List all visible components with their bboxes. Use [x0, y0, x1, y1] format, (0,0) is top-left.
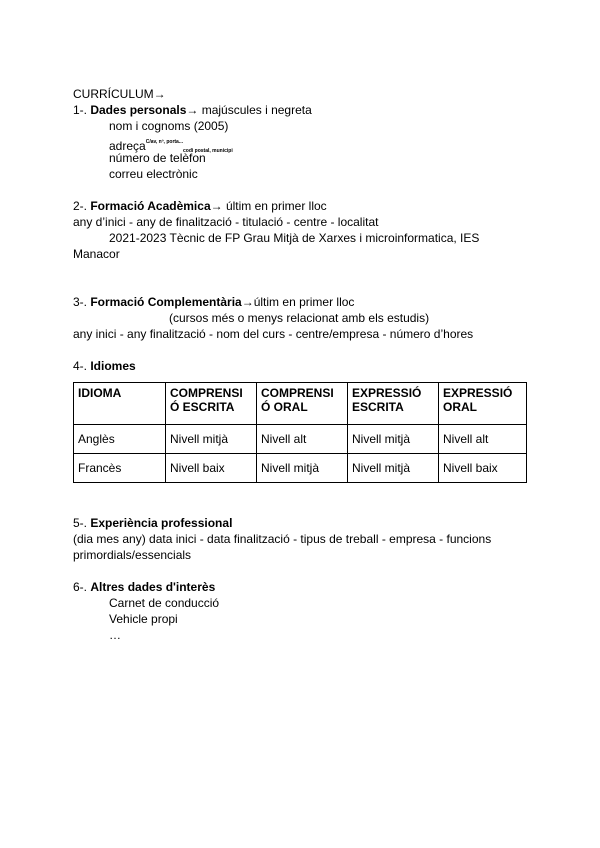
- section-note: → últim en primer lloc: [210, 199, 327, 213]
- section-2-heading: [73, 198, 533, 214]
- section-subnote: (cursos més o menys relacionat amb els estudis): [169, 311, 430, 325]
- section-number: 5-.: [73, 516, 91, 530]
- section-title: Dades personals: [90, 103, 187, 117]
- format-line: any inici - any finalització - nom del curs - centre/empresa - número d’hores: [73, 327, 474, 341]
- section-note: → majúscules i negreta: [186, 103, 312, 117]
- section-6-heading: [73, 579, 533, 595]
- table-row: [74, 454, 527, 483]
- table-cell: Nivell alt: [257, 425, 348, 454]
- table-cell: Nivell alt: [439, 425, 527, 454]
- table-cell: Nivell mitjà: [348, 425, 439, 454]
- list-item: número de telèfon: [109, 151, 206, 165]
- list-item: …: [109, 628, 121, 642]
- list-item: Vehicle propi: [109, 612, 178, 626]
- table-cell: Francès: [74, 454, 166, 483]
- section-5-heading: [73, 515, 533, 531]
- table-cell: Nivell baix: [166, 454, 257, 483]
- table-row: [74, 425, 527, 454]
- section-number: 3-.: [73, 295, 91, 309]
- academic-entry: 2021-2023 Tècnic de FP Grau Mitjà de Xarxes i microinformatica, IES: [109, 231, 480, 245]
- format-line: (dia mes any) data inici - data finalització - tipus de treball - empresa - funcions: [73, 532, 492, 546]
- table-cell: Anglès: [74, 425, 166, 454]
- list-item-adreca: [73, 134, 533, 154]
- section-title: Idiomes: [90, 359, 136, 373]
- adreca-subscript: codi postal, municipi: [183, 148, 233, 154]
- table-header: IDIOMA: [74, 383, 166, 425]
- section-number: 4-.: [73, 359, 91, 373]
- adreca-label: adreça: [109, 139, 146, 153]
- section-title: Formació Complementària: [90, 295, 242, 309]
- section-title: Formació Acadèmica: [90, 199, 211, 213]
- table-header-row: [74, 383, 527, 425]
- format-line-continued: primordials/essencials: [73, 548, 192, 562]
- section-number: 2-.: [73, 199, 91, 213]
- table-header: COMPRENSI Ó ORAL: [257, 383, 348, 425]
- section-title: Experiència professional: [90, 516, 233, 530]
- table-cell: Nivell mitjà: [257, 454, 348, 483]
- table-header: EXPRESSIÓ ORAL: [439, 383, 527, 425]
- table-cell: Nivell mitjà: [166, 425, 257, 454]
- academic-entry-continued: Manacor: [73, 247, 120, 261]
- adreca-superscript: C/av, nº, porta...: [145, 139, 183, 145]
- list-item: Carnet de conducció: [109, 596, 220, 610]
- table-cell: Nivell baix: [439, 454, 527, 483]
- section-title: Altres dades d'interès: [90, 580, 216, 594]
- table-header: COMPRENSI Ó ESCRITA: [166, 383, 257, 425]
- section-1-heading: [73, 102, 533, 118]
- section-3-heading: [73, 294, 533, 310]
- document-title: CURRÍCULUM→: [73, 87, 166, 101]
- format-line: any d’inici - any de finalització - titulació - centre - localitat: [73, 215, 379, 229]
- cv-document: [73, 86, 533, 643]
- list-item: nom i cognoms (2005): [109, 119, 229, 133]
- languages-table: [73, 382, 527, 483]
- table-header: EXPRESSIÓ ESCRITA: [348, 383, 439, 425]
- table-cell: Nivell mitjà: [348, 454, 439, 483]
- section-number: 6-.: [73, 580, 91, 594]
- list-item: correu electrònic: [109, 167, 198, 181]
- section-number: 1-.: [73, 103, 91, 117]
- section-4-heading: [73, 358, 533, 374]
- section-note: →últim en primer lloc: [241, 295, 355, 309]
